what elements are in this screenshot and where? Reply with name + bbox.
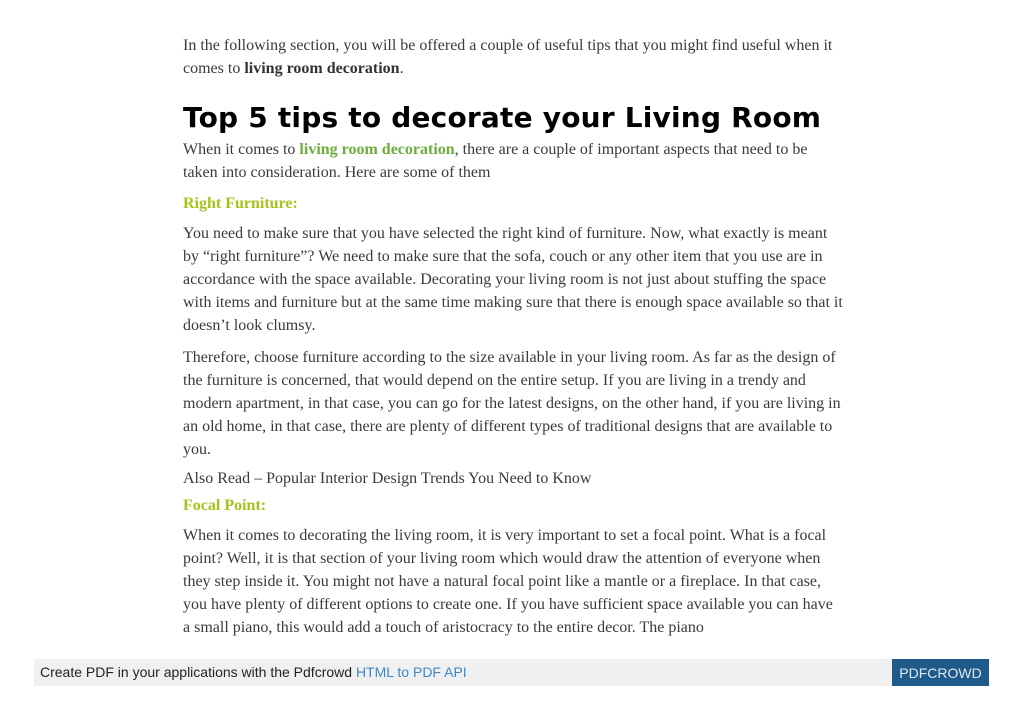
intro-bold: living room decoration	[244, 60, 400, 77]
lead-end: , there are a couple of important aspects that need to be taken into consideration. Here are some of them	[183, 141, 808, 181]
also-read-link[interactable]: Also Read – Popular Interior Design Trends You Need to Know	[183, 470, 592, 487]
right-furniture-paragraph-1: You need to make sure that you have selected the right kind of furniture. Now, what exactly is meant by “right furniture”? We need to make sure that the sofa, couch or any other item that you use are in accordance with the space available. Decorating your living room is not just about stuffing the space with items and furniture but at the same time making sure that there is enough space available so that it doesn’t look clumsy.	[183, 225, 843, 334]
section-title-right-furniture: Right Furniture:	[183, 195, 298, 212]
footer-text-wrap	[40, 664, 467, 680]
article-heading: Top 5 tips to decorate your Living Room	[183, 101, 822, 134]
intro-text: In the following section, you will be offered a couple of useful tips that you might find useful when it comes to	[183, 37, 833, 77]
living-room-decoration-link[interactable]: living room decoration	[299, 141, 455, 158]
focal-point-paragraph: When it comes to decorating the living room, it is very important to set a focal point. What is a focal point? Well, it is that section of your living room which would draw the attention of everyone when they step inside it. You might not have a natural focal point like a mantle or a fireplace. In that case, you have plenty of different options to create one. If you have sufficient space available you can have a small piano, this would add a touch of aristocracy to the entire decor. The piano	[183, 527, 833, 636]
section-title-focal-point: Focal Point:	[183, 497, 267, 514]
pdf-footer-bar	[34, 659, 989, 686]
intro-paragraph	[183, 34, 843, 80]
intro-end: .	[399, 60, 404, 77]
footer-api-link[interactable]: HTML to PDF API	[355, 664, 467, 680]
right-furniture-paragraph-2: Therefore, choose furniture according to the size available in your living room. As far as the design of the furniture is concerned, that would depend on the entire setup. If you are living in a trendy and modern apartment, in that case, you can go for the latest designs, on the other hand, if you are living in an old home, in that case, there are plenty of different types of traditional designs that are available to you.	[183, 349, 841, 458]
article-content	[183, 34, 843, 639]
pdfcrowd-brand-button[interactable]: PDFCROWD	[892, 659, 989, 686]
lead-text: When it comes to	[183, 141, 300, 158]
lead-paragraph	[183, 138, 843, 184]
footer-text: Create PDF in your applications with the Pdfcrowd	[40, 664, 356, 680]
